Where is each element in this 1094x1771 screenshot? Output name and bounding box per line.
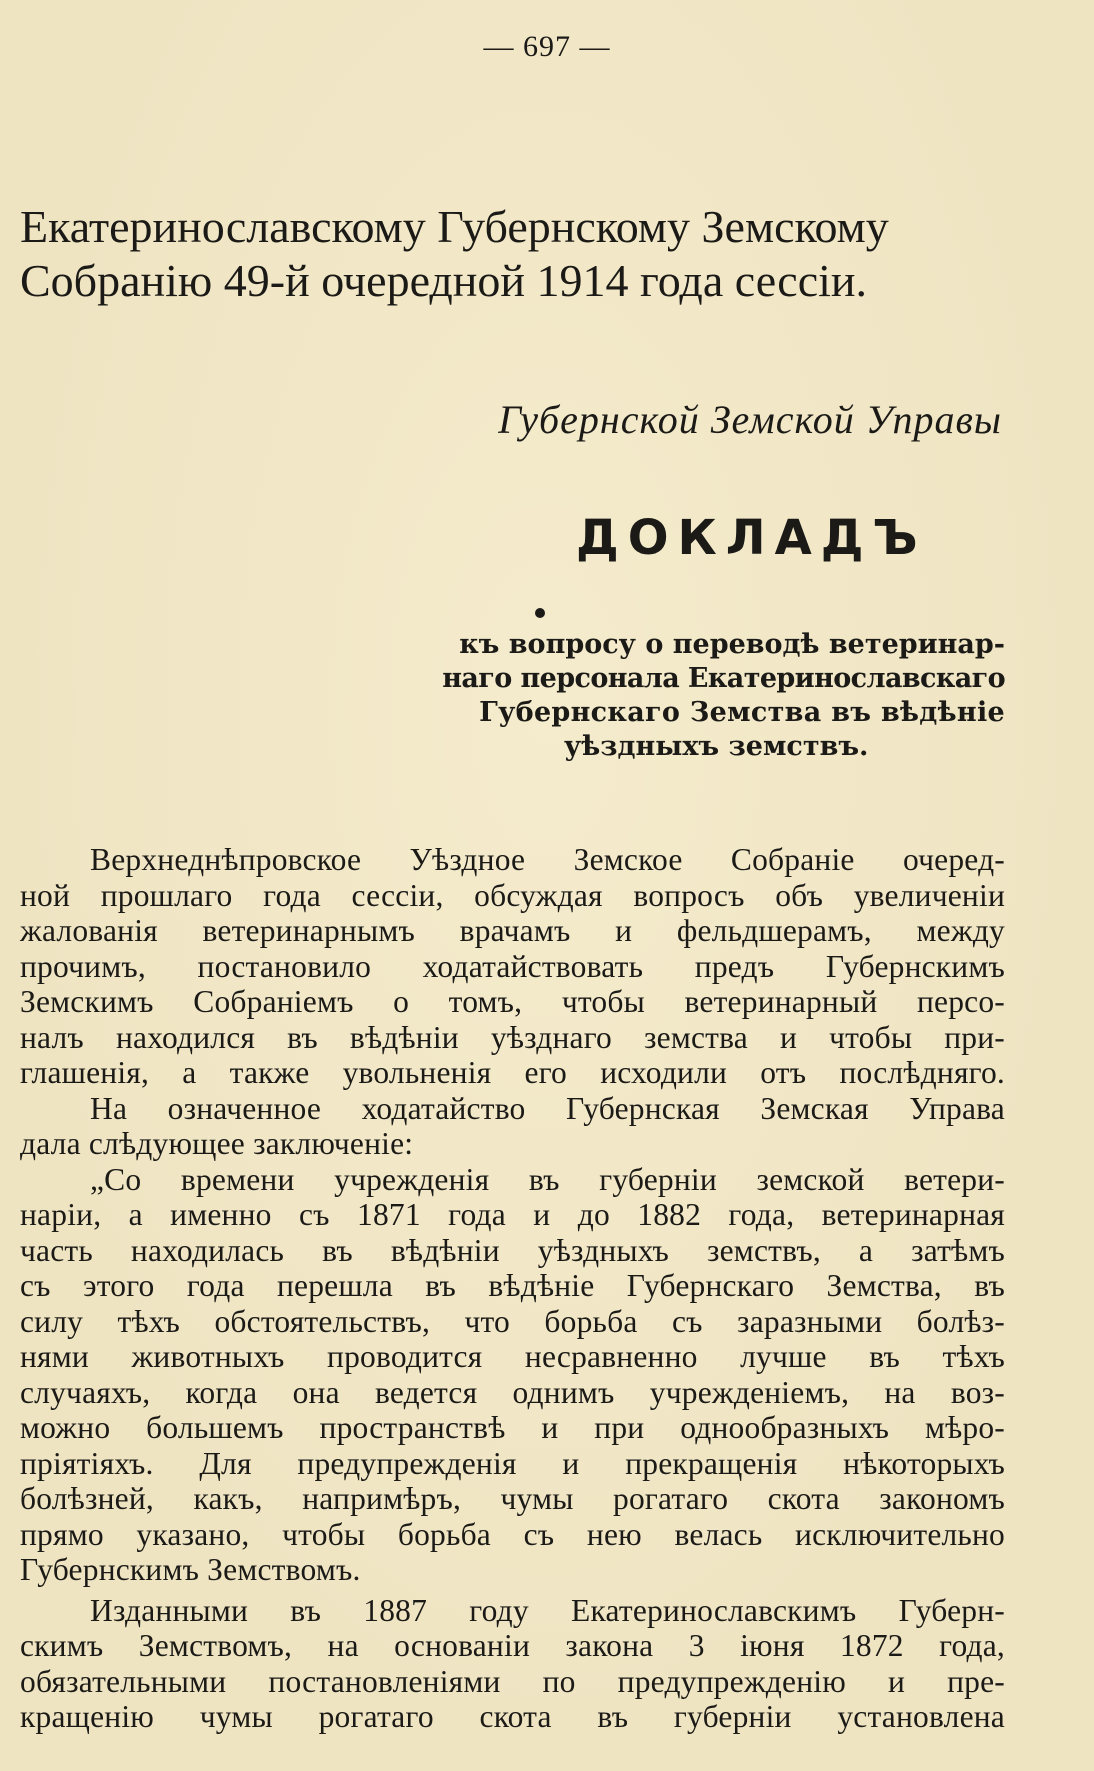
- paragraph-3: [20, 1162, 1005, 1588]
- text-line: силу тѣхъ обстоятельствъ, что борьба съ заразными болѣз-: [20, 1303, 1005, 1339]
- text-line: прочимъ, постановило ходатайствовать предъ Губернскимъ: [20, 948, 1005, 984]
- text-line: прямо указано, чтобы борьба съ нею велась исключительно: [20, 1516, 1005, 1552]
- text-line: Верхнеднѣпровское Уѣздное Земское Собраніе очеред-: [90, 842, 1005, 877]
- text-line: болѣзней, какъ, напримѣръ, чумы рогатаго скота закономъ: [20, 1481, 1005, 1516]
- paragraph-1: [20, 842, 1005, 1091]
- text-line: пріятіяхъ. Для предупрежденія и прекращенія нѣкоторыхъ: [20, 1445, 1005, 1481]
- text-line: часть находилась въ вѣдѣніи уѣздныхъ земствъ, а затѣмъ: [20, 1232, 1005, 1268]
- text-line: дала слѣдующее заключеніе:: [20, 1126, 414, 1161]
- paragraph-4: [20, 1593, 1005, 1735]
- subject-line-1: къ вопросу о переводѣ ветеринар-: [459, 629, 1005, 660]
- subject-line-4: уѣздныхъ земствъ.: [564, 731, 869, 762]
- subject-line-3: Губернскаго Земства въ вѣдѣніе: [479, 697, 1005, 728]
- text-line: можно большемъ пространствѣ и при однообразныхъ мѣро-: [20, 1410, 1005, 1445]
- body-text: [20, 842, 1005, 1735]
- report-subject: [420, 628, 1005, 764]
- ornament-dot: [535, 608, 545, 618]
- title-line-2: Собранію 49-й очередной 1914 года сессіи.: [20, 255, 868, 306]
- text-line: случаяхъ, когда она ведется однимъ учрежденіемъ, на воз-: [20, 1374, 1005, 1410]
- text-line: кращенію чумы рогатаго скота въ губерніи установлена: [20, 1699, 1005, 1734]
- text-line: съ этого года перешла въ вѣдѣніе Губернскаго Земства, въ: [20, 1268, 1005, 1303]
- text-line: „Со времени учрежденія въ губерніи земской ветери-: [90, 1161, 1005, 1197]
- text-line: жалованія ветеринарнымъ врачамъ и фельдшерамъ, между: [20, 913, 1005, 948]
- text-line: нями животныхъ проводится несравненно лучше въ тѣхъ: [20, 1339, 1005, 1374]
- text-line: глашенія, а также увольненія его исходили отъ послѣдняго.: [20, 1055, 1005, 1090]
- text-line: налъ находился въ вѣдѣніи уѣзднаго земства и чтобы при-: [20, 1019, 1005, 1055]
- text-line: На означенное ходатайство Губернская Земская Управа: [90, 1090, 1005, 1126]
- page-number: — 697 —: [483, 30, 611, 63]
- report-heading: ДОКЛАДЪ: [576, 510, 927, 566]
- text-line: Изданными въ 1887 году Екатеринославскимъ Губерн-: [90, 1592, 1005, 1628]
- text-line: обязательными постановленіями по предупрежденію и пре-: [20, 1663, 1005, 1699]
- title-line-1: Екатеринославскому Губернскому Земскому: [20, 201, 889, 252]
- text-line: скимъ Земствомъ, на основаніи закона 3 іюня 1872 года,: [20, 1628, 1005, 1663]
- issuer-heading: Губернской Земской Управы: [498, 397, 1002, 442]
- text-line: ной прошлаго года сессіи, обсуждая вопросъ объ увеличеніи: [20, 877, 1005, 913]
- text-line: Губернскимъ Земствомъ.: [20, 1552, 361, 1587]
- text-line: наріи, а именно съ 1871 года и до 1882 года, ветеринарная: [20, 1197, 1005, 1232]
- subject-line-2: наго персонала Екатеринославскаго: [442, 663, 1005, 694]
- paragraph-2: [20, 1091, 1005, 1162]
- text-line: Земскимъ Собраніемъ о томъ, чтобы ветеринарный персо-: [20, 984, 1005, 1019]
- document-title: [20, 200, 1005, 308]
